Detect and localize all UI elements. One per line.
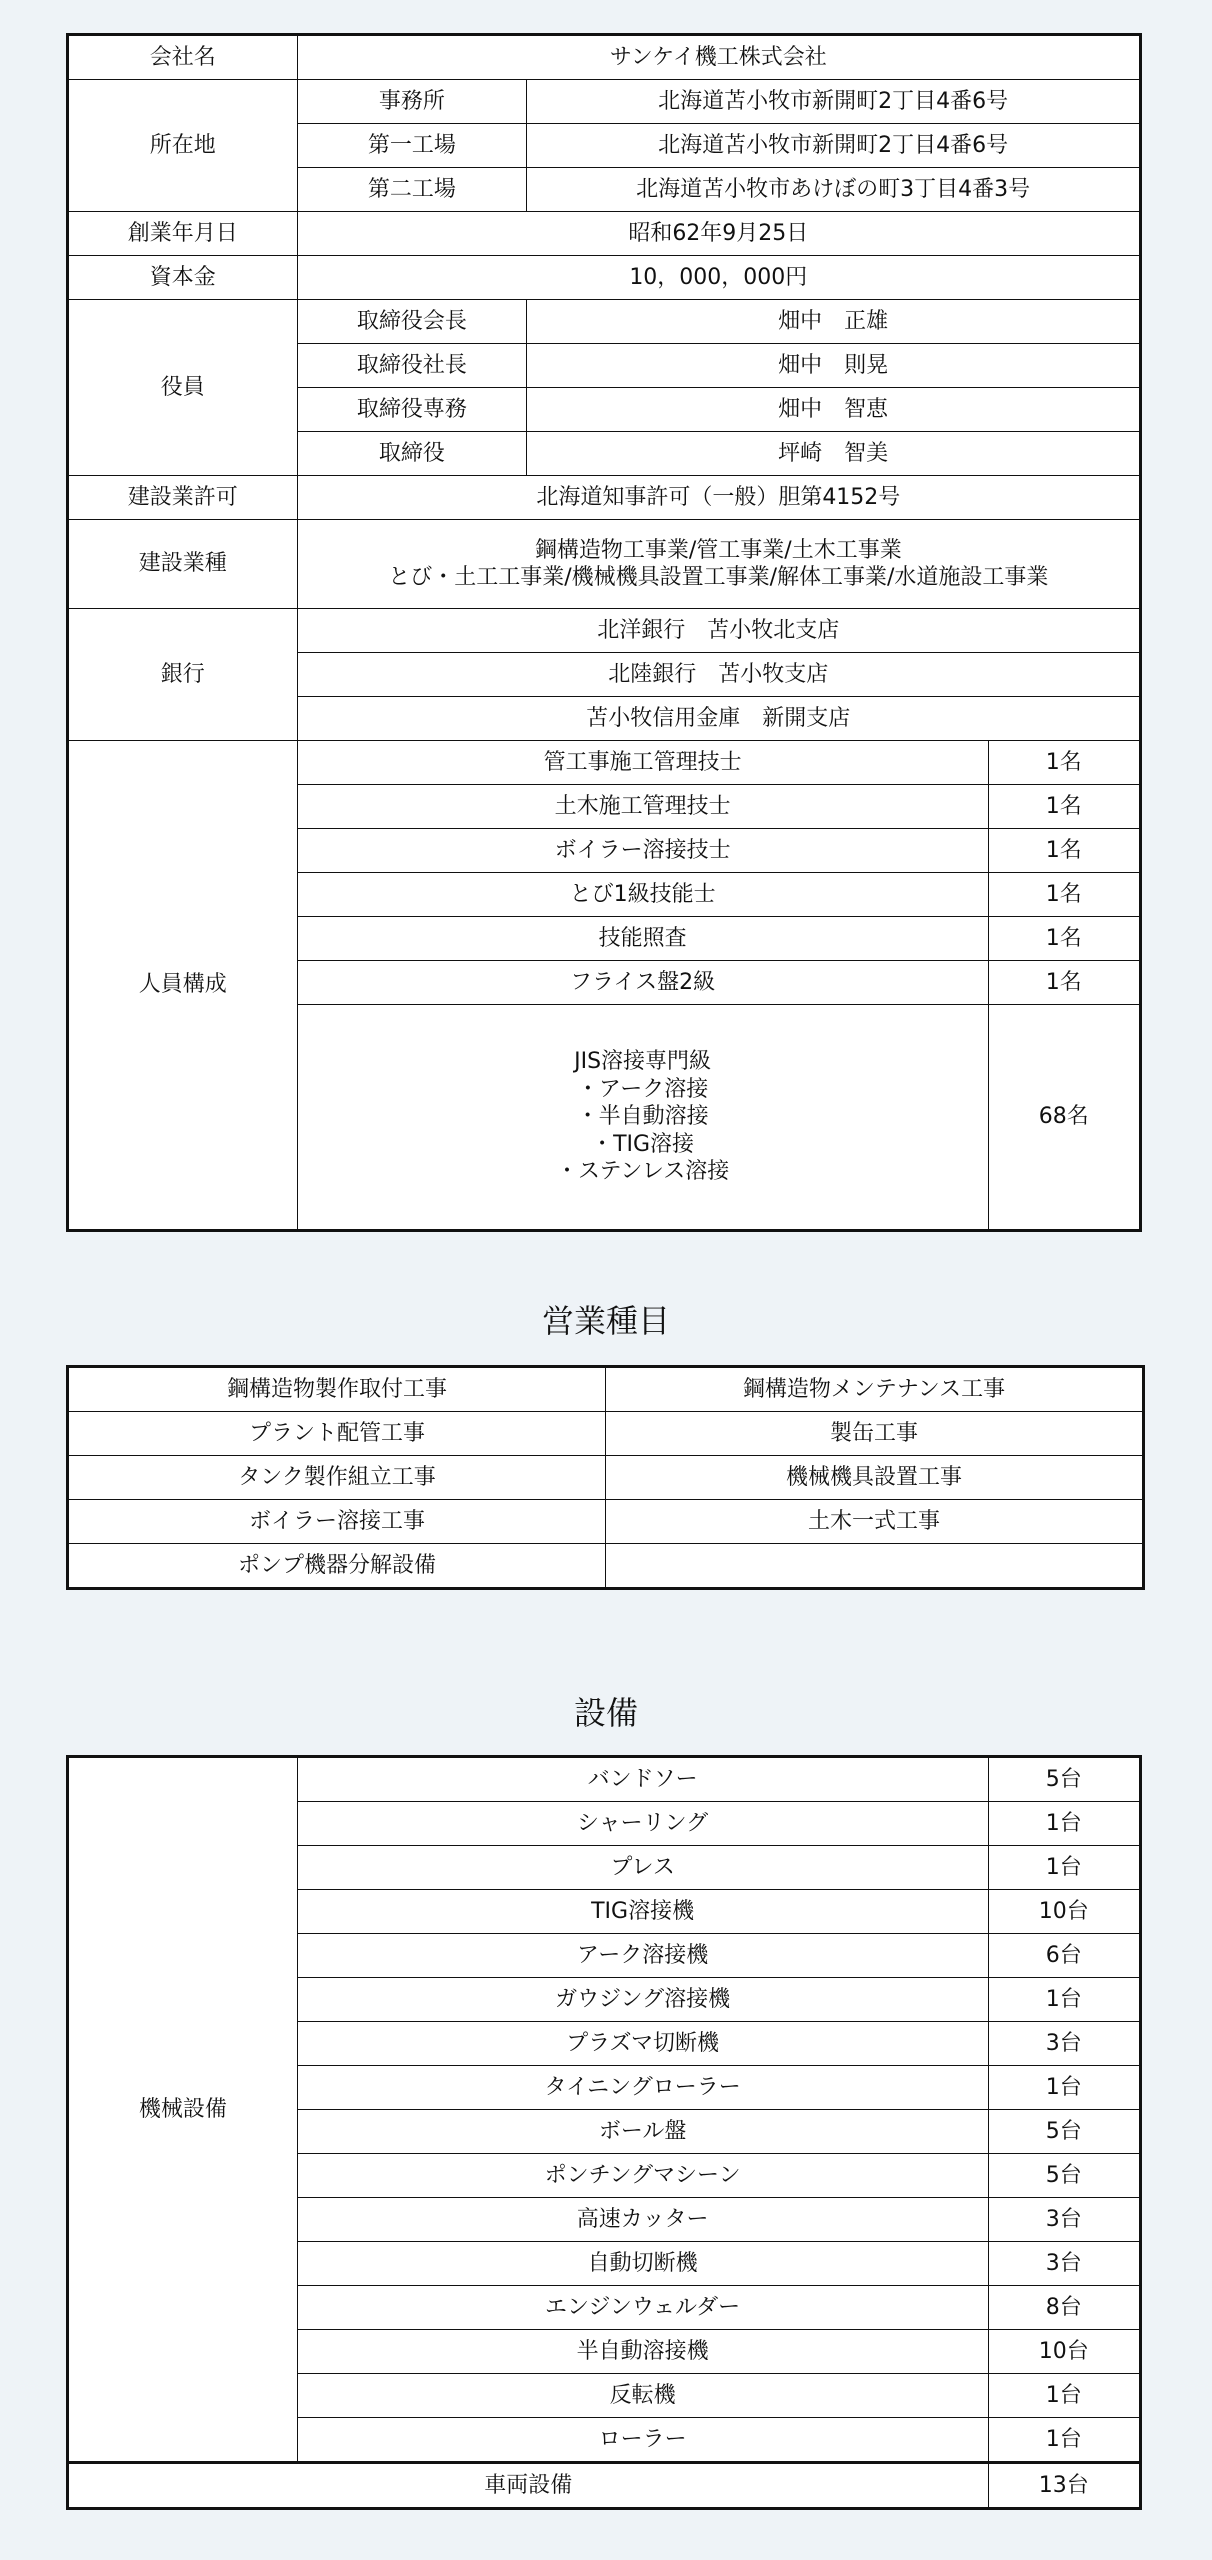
- business-item: 製缶工事: [606, 1412, 1144, 1456]
- machine-count: 1台: [988, 2374, 1140, 2418]
- jis-line: ・TIG溶接: [591, 1131, 695, 1157]
- machine-name: エンジンウェルダー: [297, 2286, 988, 2330]
- business-item: 土木一式工事: [606, 1500, 1144, 1544]
- row-company-name: [68, 35, 1141, 80]
- machine-name: プラズマ切断機: [297, 2022, 988, 2066]
- row-license: [68, 476, 1141, 520]
- machine-category-label: 機械設備: [68, 1757, 298, 2463]
- construction-line: とび・土工工事業/機械機具設置工事業/解体工事業/水道施設工事業: [388, 565, 1049, 590]
- staff-jis-qualification: [297, 1005, 988, 1231]
- equipment-section-title: 設備: [573, 1694, 638, 1732]
- business-row: [68, 1500, 1144, 1544]
- staff-qualification: フライス盤2級: [297, 961, 988, 1005]
- business-item: ボイラー溶接工事: [68, 1500, 606, 1544]
- jis-line: ・アーク溶接: [576, 1076, 709, 1102]
- officer-name: 畑中 智恵: [527, 388, 1141, 432]
- staff-count: 1名: [988, 917, 1140, 961]
- license-label: 建設業許可: [68, 476, 298, 520]
- officer-name: 畑中 則晃: [527, 344, 1141, 388]
- staff-qualification: とび1級技能士: [297, 873, 988, 917]
- machine-name: アーク溶接機: [297, 1934, 988, 1978]
- row-capital: [68, 256, 1141, 300]
- construction-value: [297, 520, 1140, 609]
- machine-name: ボール盤: [297, 2110, 988, 2154]
- location-address: 北海道苫小牧市あけぼの町3丁目4番3号: [527, 168, 1141, 212]
- machine-count: 6台: [988, 1934, 1140, 1978]
- business-section-title: 営業種目: [541, 1302, 670, 1340]
- founded-value: 昭和62年9月25日: [297, 212, 1140, 256]
- business-item: 鋼構造物メンテナンス工事: [606, 1367, 1144, 1412]
- staff-qualification: 土木施工管理技士: [297, 785, 988, 829]
- machine-count: 5台: [988, 2110, 1140, 2154]
- location-label: 所在地: [68, 80, 298, 212]
- location-type: 第二工場: [297, 168, 527, 212]
- bank-name: 苫小牧信用金庫 新開支店: [297, 697, 1140, 741]
- officer-title: 取締役社長: [297, 344, 527, 388]
- machine-count: 10台: [988, 2330, 1140, 2374]
- business-item: 機械機具設置工事: [606, 1456, 1144, 1500]
- vehicle-label: 車両設備: [68, 2463, 989, 2509]
- staff-qualification: 管工事施工管理技士: [297, 741, 988, 785]
- machine-name: 自動切断機: [297, 2242, 988, 2286]
- location-type: 第一工場: [297, 124, 527, 168]
- business-table: [66, 1365, 1145, 1590]
- business-item: ポンプ機器分解設備: [68, 1544, 606, 1589]
- business-row: [68, 1456, 1144, 1500]
- machine-name: シャーリング: [297, 1802, 988, 1846]
- row-officer: [68, 300, 1141, 344]
- company-name-label: 会社名: [68, 35, 298, 80]
- jis-line: ・半自動溶接: [576, 1104, 709, 1130]
- bank-name: 北陸銀行 苫小牧支店: [297, 653, 1140, 697]
- jis-line: JIS溶接専門級: [574, 1049, 712, 1075]
- location-address: 北海道苫小牧市新開町2丁目4番6号: [527, 80, 1141, 124]
- machine-count: 3台: [988, 2022, 1140, 2066]
- machine-count: 5台: [988, 2154, 1140, 2198]
- officers-label: 役員: [68, 300, 298, 476]
- vehicle-row: [68, 2463, 1141, 2509]
- officer-title: 取締役会長: [297, 300, 527, 344]
- machine-name: バンドソー: [297, 1757, 988, 1802]
- machine-count: 1台: [988, 2418, 1140, 2463]
- machine-count: 1台: [988, 1978, 1140, 2022]
- capital-label: 資本金: [68, 256, 298, 300]
- machine-name: 高速カッター: [297, 2198, 988, 2242]
- machine-row: [68, 1757, 1141, 1802]
- business-item: 鋼構造物製作取付工事: [68, 1367, 606, 1412]
- business-item: [606, 1544, 1144, 1589]
- machine-name: ポンチングマシーン: [297, 2154, 988, 2198]
- business-item: タンク製作組立工事: [68, 1456, 606, 1500]
- business-item: プラント配管工事: [68, 1412, 606, 1456]
- equipment-table: [66, 1755, 1142, 2510]
- staff-label: 人員構成: [68, 741, 298, 1231]
- machine-name: プレス: [297, 1846, 988, 1890]
- bank-name: 北洋銀行 苫小牧北支店: [297, 609, 1140, 653]
- staff-count: 1名: [988, 741, 1140, 785]
- staff-count: 1名: [988, 829, 1140, 873]
- staff-count: 1名: [988, 873, 1140, 917]
- license-value: 北海道知事許可（一般）胆第4152号: [297, 476, 1140, 520]
- row-bank: [68, 609, 1141, 653]
- location-type: 事務所: [297, 80, 527, 124]
- founded-label: 創業年月日: [68, 212, 298, 256]
- row-construction: [68, 520, 1141, 609]
- machine-name: ガウジング溶接機: [297, 1978, 988, 2022]
- staff-qualification: 技能照査: [297, 917, 988, 961]
- machine-count: 5台: [988, 1757, 1140, 1802]
- machine-count: 3台: [988, 2198, 1140, 2242]
- staff-count: 1名: [988, 961, 1140, 1005]
- machine-name: 反転機: [297, 2374, 988, 2418]
- company-overview-table: [66, 33, 1142, 1232]
- machine-name: 半自動溶接機: [297, 2330, 988, 2374]
- row-staff: [68, 741, 1141, 785]
- machine-name: タイニングローラー: [297, 2066, 988, 2110]
- machine-count: 1台: [988, 1802, 1140, 1846]
- officer-title: 取締役: [297, 432, 527, 476]
- officer-name: 畑中 正雄: [527, 300, 1141, 344]
- machine-count: 3台: [988, 2242, 1140, 2286]
- machine-name: ローラー: [297, 2418, 988, 2463]
- vehicle-count: 13台: [988, 2463, 1140, 2509]
- machine-name: TIG溶接機: [297, 1890, 988, 1934]
- officer-title: 取締役専務: [297, 388, 527, 432]
- row-location: [68, 80, 1141, 124]
- business-row: [68, 1412, 1144, 1456]
- business-row: [68, 1367, 1144, 1412]
- machine-count: 1台: [988, 2066, 1140, 2110]
- staff-count: 1名: [988, 785, 1140, 829]
- jis-line: ・ステンレス溶接: [555, 1159, 730, 1185]
- machine-count: 8台: [988, 2286, 1140, 2330]
- location-address: 北海道苫小牧市新開町2丁目4番6号: [527, 124, 1141, 168]
- construction-line: 鋼構造物工事業/管工事業/土木工事業: [534, 537, 902, 563]
- staff-qualification: ボイラー溶接技士: [297, 829, 988, 873]
- staff-count: 68名: [988, 1005, 1140, 1231]
- machine-count: 10台: [988, 1890, 1140, 1934]
- company-name-value: サンケイ機工株式会社: [297, 35, 1140, 80]
- business-row: [68, 1544, 1144, 1589]
- machine-count: 1台: [988, 1846, 1140, 1890]
- construction-label: 建設業種: [68, 520, 298, 609]
- row-founded: [68, 212, 1141, 256]
- officer-name: 坪崎 智美: [527, 432, 1141, 476]
- bank-label: 銀行: [68, 609, 298, 741]
- capital-value: 10，000，000円: [297, 256, 1140, 300]
